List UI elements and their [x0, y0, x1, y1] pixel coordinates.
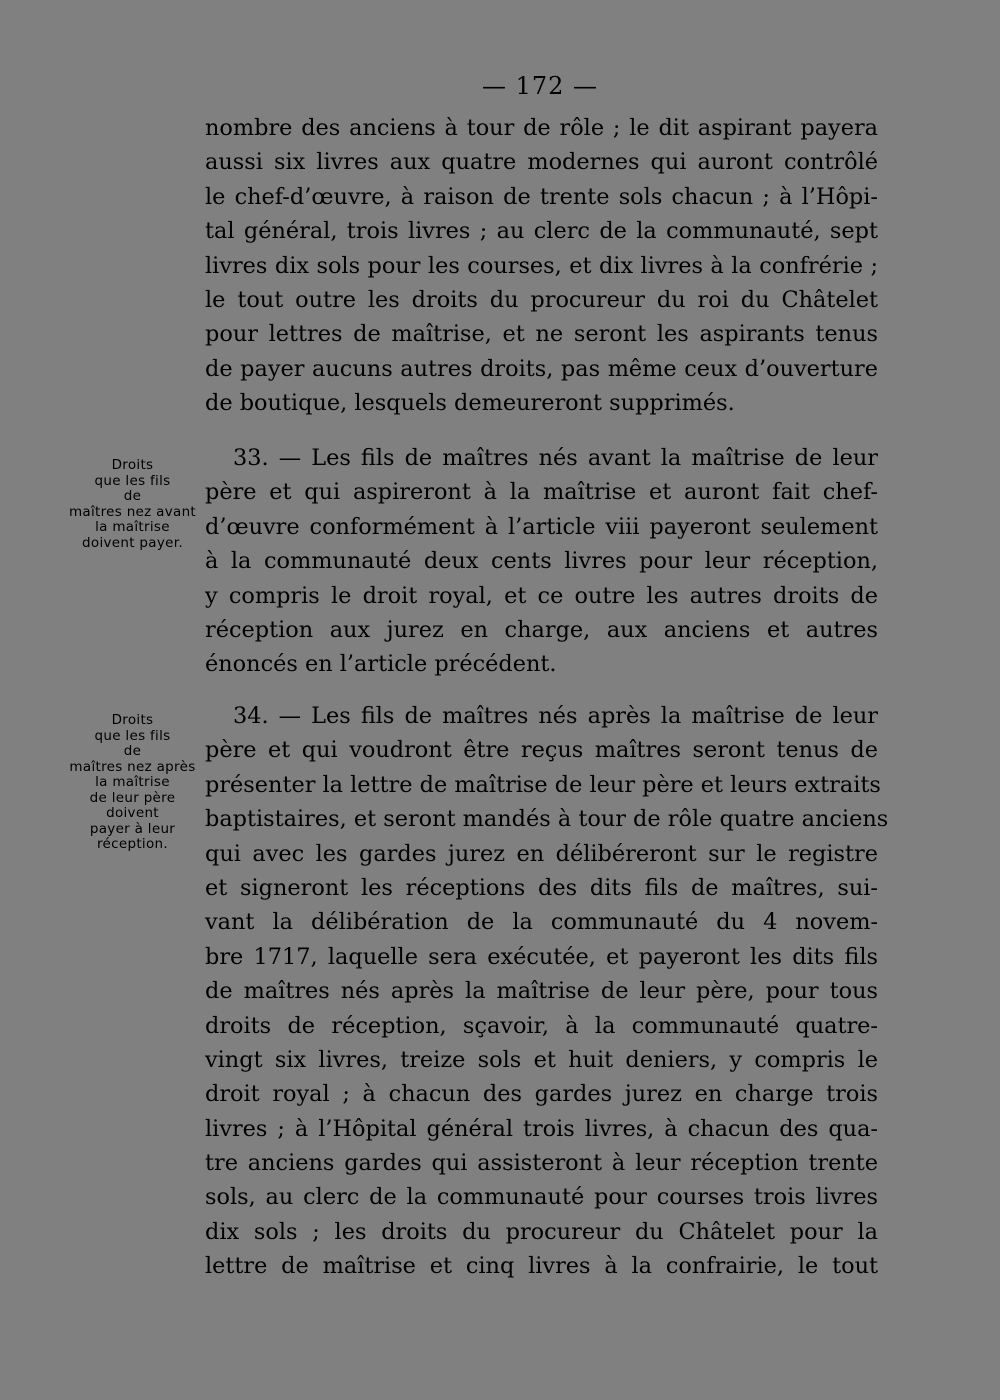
margin-note-line: doivent payer.	[82, 534, 183, 551]
text-line: de maîtres nés après la maîtrise de leur père, pour tous	[205, 978, 878, 1005]
text-line: présenter la lettre de maîtrise de leur père et leurs extraits	[205, 771, 881, 798]
text-line: énoncés en l’article précédent.	[205, 651, 557, 678]
text-line: aussi six livres aux quatre modernes qui auront contrôlé	[205, 149, 878, 176]
article-33	[205, 441, 878, 682]
text-line: tal général, trois livres ; au clerc de la communauté, sept	[205, 218, 878, 245]
text-line: droit royal ; à chacun des gardes jurez en charge trois	[205, 1081, 878, 1108]
margin-note-article-33	[60, 458, 205, 551]
text-line: y compris le droit royal, et ce outre les autres droits de	[205, 582, 878, 609]
margin-note-line: maîtres nez avant	[68, 503, 197, 520]
text-line: bre 1717, laquelle sera exécutée, et payeront les dits fils	[205, 943, 878, 970]
text-line: vant la délibération de la communauté du 4 novem-	[205, 909, 878, 936]
text-line: nombre des anciens à tour de rôle ; le dit aspirant payera	[205, 115, 878, 141]
margin-note-line: de	[123, 743, 142, 759]
text-line: à la communauté deux cents livres pour leur réception,	[205, 548, 878, 575]
text-line: baptistaires, et seront mandés à tour de rôle quatre anciens	[205, 806, 889, 833]
margin-note-line: réception.	[96, 836, 168, 852]
margin-note-line: maîtres nez après	[69, 758, 196, 775]
margin-note-line: doivent	[106, 805, 159, 821]
text-line: livres ; à l’Hôpital général trois livres, à chacun des qua-	[205, 1115, 878, 1142]
margin-note-article-34	[60, 713, 205, 853]
text-line: de payer aucuns autres droits, pas même ceux d’ouverture	[205, 355, 878, 382]
text-line: le tout outre les droits du procureur du roi du Châtelet	[205, 286, 878, 313]
text-line: de boutique, lesquels demeureront supprimés.	[205, 390, 735, 417]
margin-note-line: Droits	[111, 457, 154, 473]
text-line: livres dix sols pour les courses, et dix livres à la confrérie ;	[205, 252, 878, 279]
margin-note-line: de	[123, 488, 142, 504]
text-line: sols, au clerc de la communauté pour courses trois livres	[205, 1184, 878, 1211]
paragraph-continuation	[205, 111, 878, 421]
text-line: 33. — Les fils de maîtres nés avant la maîtrise de leur	[233, 445, 878, 471]
margin-note-line: Droits	[111, 712, 154, 728]
text-line: 34. — Les fils de maîtres nés après la maîtrise de leur	[233, 703, 878, 729]
margin-note-line: de leur père	[89, 789, 176, 806]
text-line: droits de réception, sçavoir, à la communauté quatre-	[205, 1012, 878, 1039]
text-line: réception aux jurez en charge, aux anciens et autres	[205, 616, 878, 643]
margin-note-line: la maîtrise	[95, 774, 170, 790]
text-line: et signeront les réceptions des dits fils de maîtres, sui-	[205, 874, 878, 901]
text-line: lettre de maîtrise et cinq livres à la confrairie, le tout	[205, 1253, 878, 1280]
margin-note-line: que les fils	[94, 727, 171, 744]
text-line: qui avec les gardes jurez en délibéreront sur le registre	[205, 840, 878, 867]
text-line: père et qui voudront être reçus maîtres seront tenus de	[205, 737, 878, 764]
article-34	[205, 699, 889, 1284]
text-line: pour lettres de maîtrise, et ne seront les aspirants tenus	[205, 321, 878, 348]
margin-note-line: que les fils	[94, 472, 171, 489]
text-line: vingt six livres, treize sols et huit deniers, y compris le	[205, 1046, 878, 1073]
margin-note-line: la maîtrise	[95, 519, 170, 535]
text-line: tre anciens gardes qui assisteront à leur réception trente	[205, 1150, 878, 1177]
text-line: d’œuvre conformément à l’article viii payeront seulement	[205, 513, 878, 540]
margin-note-line: payer à leur	[89, 820, 176, 837]
text-line: le chef-d’œuvre, à raison de trente sols chacun ; à l’Hôpi-	[205, 183, 878, 210]
page-number: — 172 —	[481, 72, 599, 100]
text-line: dix sols ; les droits du procureur du Châtelet pour la	[205, 1218, 878, 1245]
text-line: père et qui aspireront à la maîtrise et auront fait chef-	[205, 479, 878, 506]
